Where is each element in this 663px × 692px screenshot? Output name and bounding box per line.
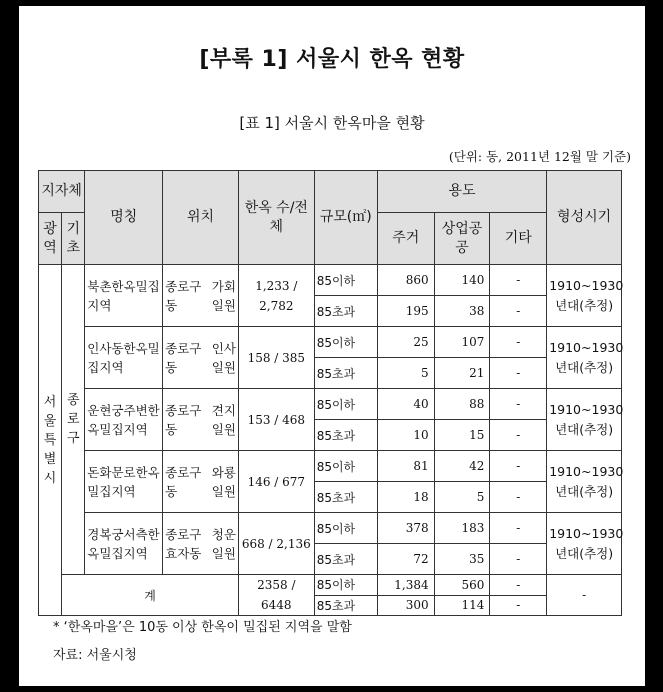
hanok-count: 153 / 468 (238, 389, 314, 451)
housing-value: 72 (377, 544, 434, 575)
other-value: - (490, 327, 547, 358)
other-value: - (490, 296, 547, 327)
commercial-value: 140 (434, 265, 490, 296)
region-gicho: 종로구 (62, 265, 85, 575)
header-housing: 주거 (377, 213, 434, 265)
other-value: - (490, 265, 547, 296)
total-housing: 1,384 (377, 575, 434, 596)
commercial-value: 88 (434, 389, 490, 420)
table-row (39, 451, 622, 482)
village-location: 종로구 청운효자동 일원 (163, 513, 239, 575)
header-period: 형성시기 (547, 171, 622, 265)
housing-value: 195 (377, 296, 434, 327)
size-class: 85초과 (314, 544, 377, 575)
total-period: - (547, 575, 622, 616)
total-housing: 300 (377, 595, 434, 616)
document-page (19, 6, 645, 686)
hanok-count: 158 / 385 (238, 327, 314, 389)
other-value: - (490, 420, 547, 451)
size-class: 85초과 (314, 296, 377, 327)
formation-period: 1910~1930년대(추정) (547, 513, 622, 575)
commercial-value: 15 (434, 420, 490, 451)
header-size: 규모(㎡) (314, 171, 377, 265)
size-class: 85이하 (314, 327, 377, 358)
total-commercial: 114 (434, 595, 490, 616)
village-location: 종로구 가회동 일원 (163, 265, 239, 327)
other-value: - (490, 451, 547, 482)
table-row (39, 513, 622, 544)
size-class: 85이하 (314, 451, 377, 482)
housing-value: 10 (377, 420, 434, 451)
village-name: 북촌한옥밀집지역 (85, 265, 163, 327)
hanok-village-table (38, 170, 622, 616)
header-usage: 용도 (377, 171, 546, 213)
commercial-value: 38 (434, 296, 490, 327)
housing-value: 378 (377, 513, 434, 544)
commercial-value: 183 (434, 513, 490, 544)
header-gwangyeok: 광역 (39, 213, 62, 265)
size-class: 85초과 (314, 420, 377, 451)
formation-period: 1910~1930년대(추정) (547, 451, 622, 513)
size-class: 85초과 (314, 482, 377, 513)
village-location: 종로구 인사동 일원 (163, 327, 239, 389)
table-row (39, 265, 622, 296)
total-row (39, 575, 622, 596)
hanok-count: 668 / 2,136 (238, 513, 314, 575)
size-class: 85이하 (314, 265, 377, 296)
formation-period: 1910~1930년대(추정) (547, 265, 622, 327)
table-row (39, 327, 622, 358)
commercial-value: 42 (434, 451, 490, 482)
commercial-value: 5 (434, 482, 490, 513)
formation-period: 1910~1930년대(추정) (547, 327, 622, 389)
housing-value: 25 (377, 327, 434, 358)
housing-value: 40 (377, 389, 434, 420)
housing-value: 860 (377, 265, 434, 296)
header-other: 기타 (490, 213, 547, 265)
other-value: - (490, 544, 547, 575)
unit-note: (단위: 동, 2011년 12월 말 기준) (448, 149, 631, 164)
total-commercial: 560 (434, 575, 490, 596)
header-jiche: 지자체 (39, 171, 85, 213)
housing-value: 5 (377, 358, 434, 389)
other-value: - (490, 358, 547, 389)
village-name: 운현궁주변한옥밀집지역 (85, 389, 163, 451)
commercial-value: 21 (434, 358, 490, 389)
table-title: [표 1] 서울시 한옥마을 현황 (239, 114, 425, 132)
commercial-value: 107 (434, 327, 490, 358)
table-row (39, 389, 622, 420)
size-class: 85이하 (314, 575, 377, 596)
size-class: 85이하 (314, 389, 377, 420)
size-class: 85초과 (314, 595, 377, 616)
village-location: 종로구 견지동 일원 (163, 389, 239, 451)
housing-value: 18 (377, 482, 434, 513)
header-location: 위치 (163, 171, 239, 265)
village-name: 돈화문로한옥밀집지역 (85, 451, 163, 513)
header-name: 명칭 (85, 171, 163, 265)
header-gicho: 기초 (62, 213, 85, 265)
village-location: 종로구 와룡동 일원 (163, 451, 239, 513)
other-value: - (490, 482, 547, 513)
header-count: 한옥 수/전체 (238, 171, 314, 265)
hanok-count: 146 / 677 (238, 451, 314, 513)
other-value: - (490, 389, 547, 420)
total-other: - (490, 595, 547, 616)
total-count: 2358 / 6448 (238, 575, 314, 616)
other-value: - (490, 513, 547, 544)
source-note: 자료: 서울시청 (53, 648, 137, 663)
size-class: 85초과 (314, 358, 377, 389)
commercial-value: 35 (434, 544, 490, 575)
housing-value: 81 (377, 451, 434, 482)
hanok-count: 1,233 / 2,782 (238, 265, 314, 327)
total-other: - (490, 575, 547, 596)
region-gwangyeok: 서울특별시 (39, 265, 62, 616)
footnote: * ‘한옥마을’은 10동 이상 한옥이 밀집된 지역을 말함 (53, 620, 352, 635)
village-name: 인사동한옥밀집지역 (85, 327, 163, 389)
total-label: 계 (62, 575, 239, 616)
header-commercial: 상업공공 (434, 213, 490, 265)
formation-period: 1910~1930년대(추정) (547, 389, 622, 451)
appendix-title: [부록 1] 서울시 한옥 현황 (199, 47, 465, 72)
village-name: 경복궁서측한옥밀집지역 (85, 513, 163, 575)
size-class: 85이하 (314, 513, 377, 544)
